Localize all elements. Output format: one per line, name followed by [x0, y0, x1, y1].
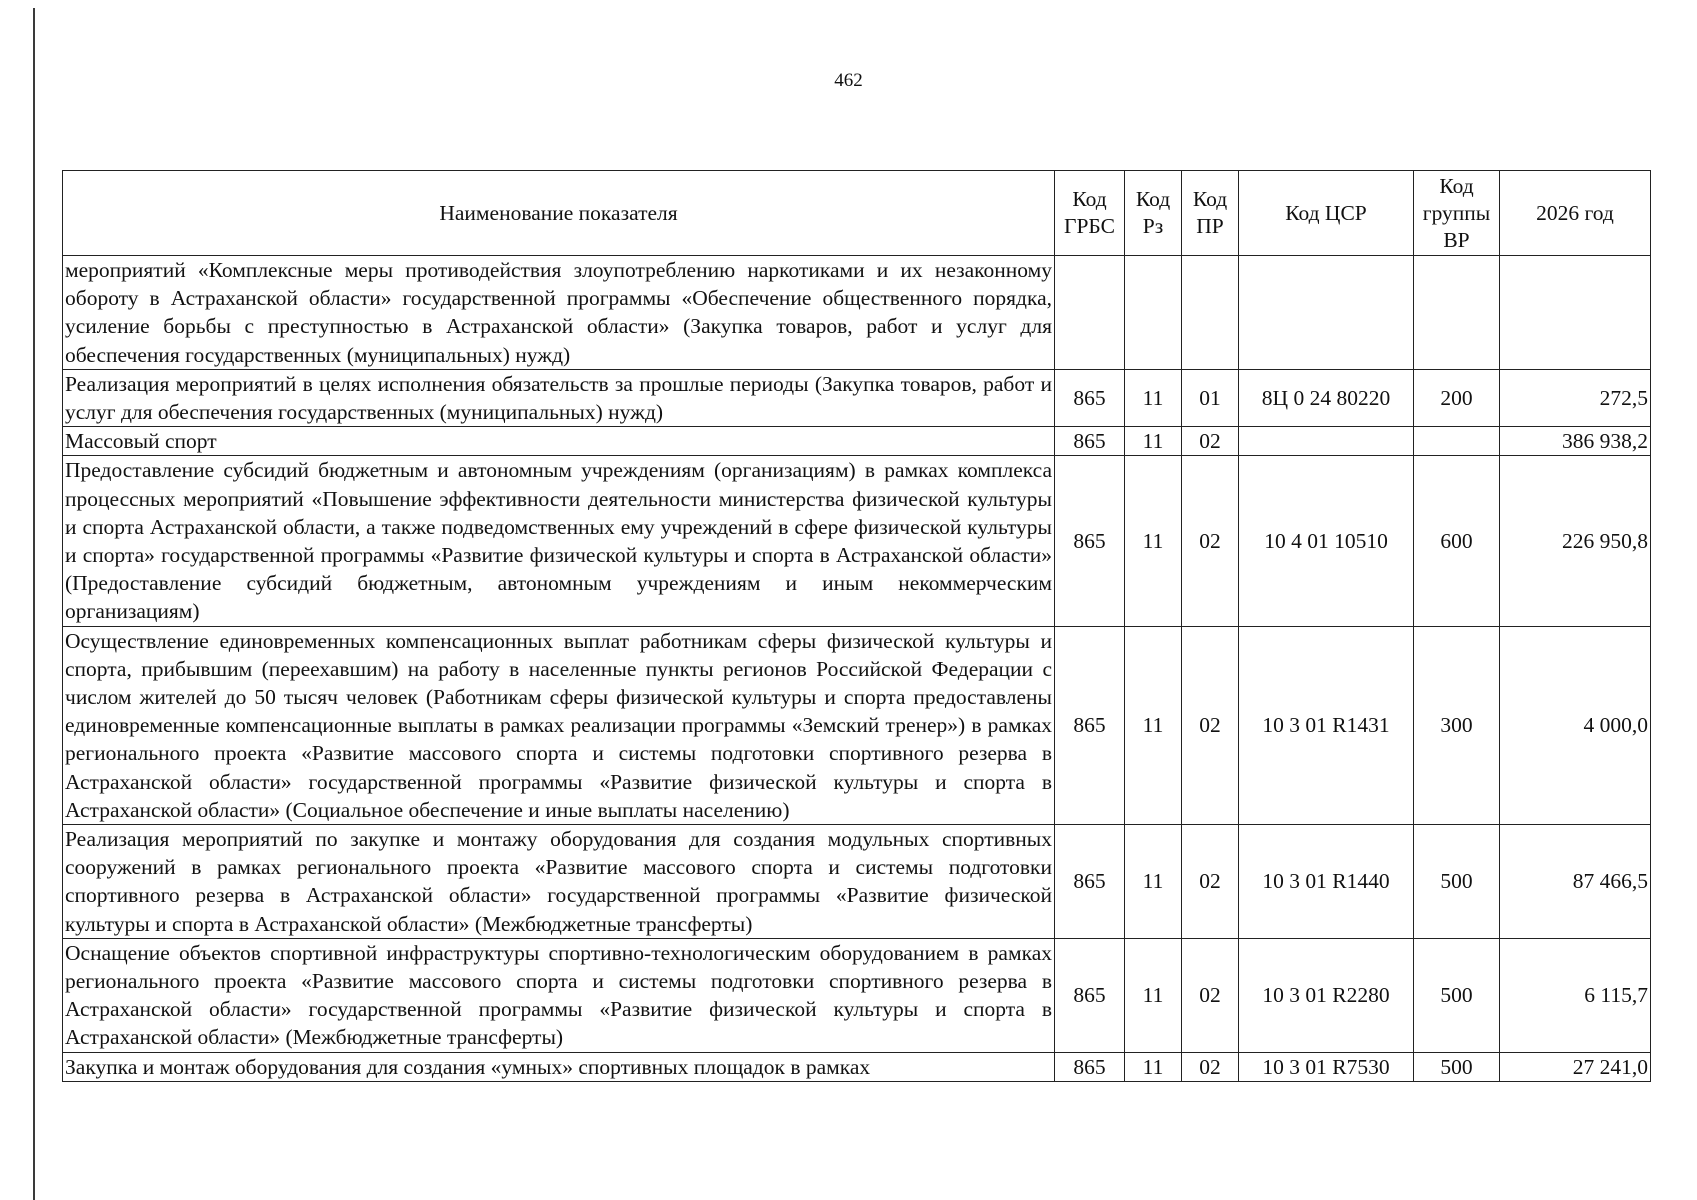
- budget-table: [62, 170, 1651, 1082]
- cell-pr: [1182, 256, 1239, 370]
- cell-2026: 226 950,8: [1500, 456, 1651, 626]
- cell-pr: 02: [1182, 825, 1239, 939]
- cell-csr: 10 4 01 10510: [1239, 456, 1414, 626]
- cell-vr: 200: [1414, 369, 1500, 426]
- table-row: [63, 626, 1651, 824]
- cell-grbs: 865: [1055, 938, 1125, 1052]
- cell-2026: 272,5: [1500, 369, 1651, 426]
- page-number: 462: [834, 70, 863, 91]
- table-row: [63, 938, 1651, 1052]
- cell-rz: [1125, 256, 1182, 370]
- cell-pr: 02: [1182, 427, 1239, 456]
- table-row: [63, 427, 1651, 456]
- table-row: [63, 1052, 1651, 1081]
- table-header-row: [63, 171, 1651, 256]
- cell-pr: 02: [1182, 1052, 1239, 1081]
- cell-rz: 11: [1125, 456, 1182, 626]
- cell-rz: 11: [1125, 938, 1182, 1052]
- cell-rz: 11: [1125, 825, 1182, 939]
- header-2026: 2026 год: [1500, 171, 1651, 256]
- cell-csr: 10 3 01 R7530: [1239, 1052, 1414, 1081]
- cell-grbs: 865: [1055, 1052, 1125, 1081]
- cell-pr: 02: [1182, 938, 1239, 1052]
- cell-csr: 10 3 01 R1431: [1239, 626, 1414, 824]
- cell-2026: 27 241,0: [1500, 1052, 1651, 1081]
- cell-grbs: 865: [1055, 427, 1125, 456]
- cell-vr: 500: [1414, 1052, 1500, 1081]
- cell-name: Закупка и монтаж оборудования для создания «умных» спортивных площадок в рамках: [63, 1052, 1055, 1081]
- cell-csr: [1239, 427, 1414, 456]
- cell-csr: 8Ц 0 24 80220: [1239, 369, 1414, 426]
- header-name: Наименование показателя: [63, 171, 1055, 256]
- cell-name: Массовый спорт: [63, 427, 1055, 456]
- header-vr: Код группы ВР: [1414, 171, 1500, 256]
- cell-vr: 500: [1414, 825, 1500, 939]
- table-row: [63, 256, 1651, 370]
- cell-rz: 11: [1125, 427, 1182, 456]
- cell-vr: [1414, 256, 1500, 370]
- cell-vr: 300: [1414, 626, 1500, 824]
- cell-csr: 10 3 01 R1440: [1239, 825, 1414, 939]
- cell-vr: 600: [1414, 456, 1500, 626]
- header-pr: Код ПР: [1182, 171, 1239, 256]
- cell-name: Осуществление единовременных компенсационных выплат работникам сферы физической культуры и спорта, прибывшим (переехавшим) на работу в населенные пункты регионов Российской Федерации с числом жителей до 50 тысяч человек (Работникам сферы физической культуры и спорта предоставлены единовременные компенсационные выплаты в рамках реализации программы «Земский тренер») в рамках регионального проекта «Развитие массового спорта и системы подготовки спортивного резерва в Астраханской области» государственной программы «Развитие физической культуры и спорта в Астраханской области» (Социальное обеспечение и иные выплаты населению): [63, 626, 1055, 824]
- cell-name: мероприятий «Комплексные меры противодействия злоупотреблению наркотиками и их незаконному обороту в Астраханской области» государственной программы «Обеспечение общественного порядка, усиление борьбы с преступностью в Астраханской области» (Закупка товаров, работ и услуг для обеспечения государственных (муниципальных) нужд): [63, 256, 1055, 370]
- binding-margin-line: [33, 8, 35, 1200]
- cell-2026: 4 000,0: [1500, 626, 1651, 824]
- cell-rz: 11: [1125, 369, 1182, 426]
- cell-2026: 6 115,7: [1500, 938, 1651, 1052]
- table-row: [63, 456, 1651, 626]
- cell-name: Реализация мероприятий по закупке и монтажу оборудования для создания модульных спортивных сооружений в рамках регионального проекта «Развитие массового спорта и системы подготовки спортивного резерва в Астраханской области» государственной программы «Развитие физической культуры и спорта в Астраханской области» (Межбюджетные трансферты): [63, 825, 1055, 939]
- cell-2026: [1500, 256, 1651, 370]
- cell-grbs: 865: [1055, 626, 1125, 824]
- header-csr: Код ЦСР: [1239, 171, 1414, 256]
- cell-csr: 10 3 01 R2280: [1239, 938, 1414, 1052]
- cell-grbs: 865: [1055, 825, 1125, 939]
- cell-2026: 386 938,2: [1500, 427, 1651, 456]
- cell-pr: 02: [1182, 626, 1239, 824]
- table-row: [63, 825, 1651, 939]
- cell-pr: 02: [1182, 456, 1239, 626]
- cell-vr: 500: [1414, 938, 1500, 1052]
- cell-csr: [1239, 256, 1414, 370]
- cell-pr: 01: [1182, 369, 1239, 426]
- cell-grbs: 865: [1055, 369, 1125, 426]
- table-row: [63, 369, 1651, 426]
- cell-grbs: [1055, 256, 1125, 370]
- cell-grbs: 865: [1055, 456, 1125, 626]
- cell-vr: [1414, 427, 1500, 456]
- cell-rz: 11: [1125, 626, 1182, 824]
- cell-2026: 87 466,5: [1500, 825, 1651, 939]
- cell-name: Оснащение объектов спортивной инфраструктуры спортивно-технологическим оборудованием в рамках регионального проекта «Развитие массового спорта и системы подготовки спортивного резерва в Астраханской области» государственной программы «Развитие физической культуры и спорта в Астраханской области» (Межбюджетные трансферты): [63, 938, 1055, 1052]
- header-grbs: Код ГРБС: [1055, 171, 1125, 256]
- cell-name: Предоставление субсидий бюджетным и автономным учреждениям (организациям) в рамках комплекса процессных мероприятий «Повышение эффективности деятельности министерства физической культуры и спорта Астраханской области, а также подведомственных ему учреждений в сфере физической культуры и спорта» государственной программы «Развитие физической культуры и спорта в Астраханской области» (Предоставление субсидий бюджетным, автономным учреждениям и иным некоммерческим организациям): [63, 456, 1055, 626]
- cell-name: Реализация мероприятий в целях исполнения обязательств за прошлые периоды (Закупка товаров, работ и услуг для обеспечения государственных (муниципальных) нужд): [63, 369, 1055, 426]
- header-rz: Код Рз: [1125, 171, 1182, 256]
- cell-rz: 11: [1125, 1052, 1182, 1081]
